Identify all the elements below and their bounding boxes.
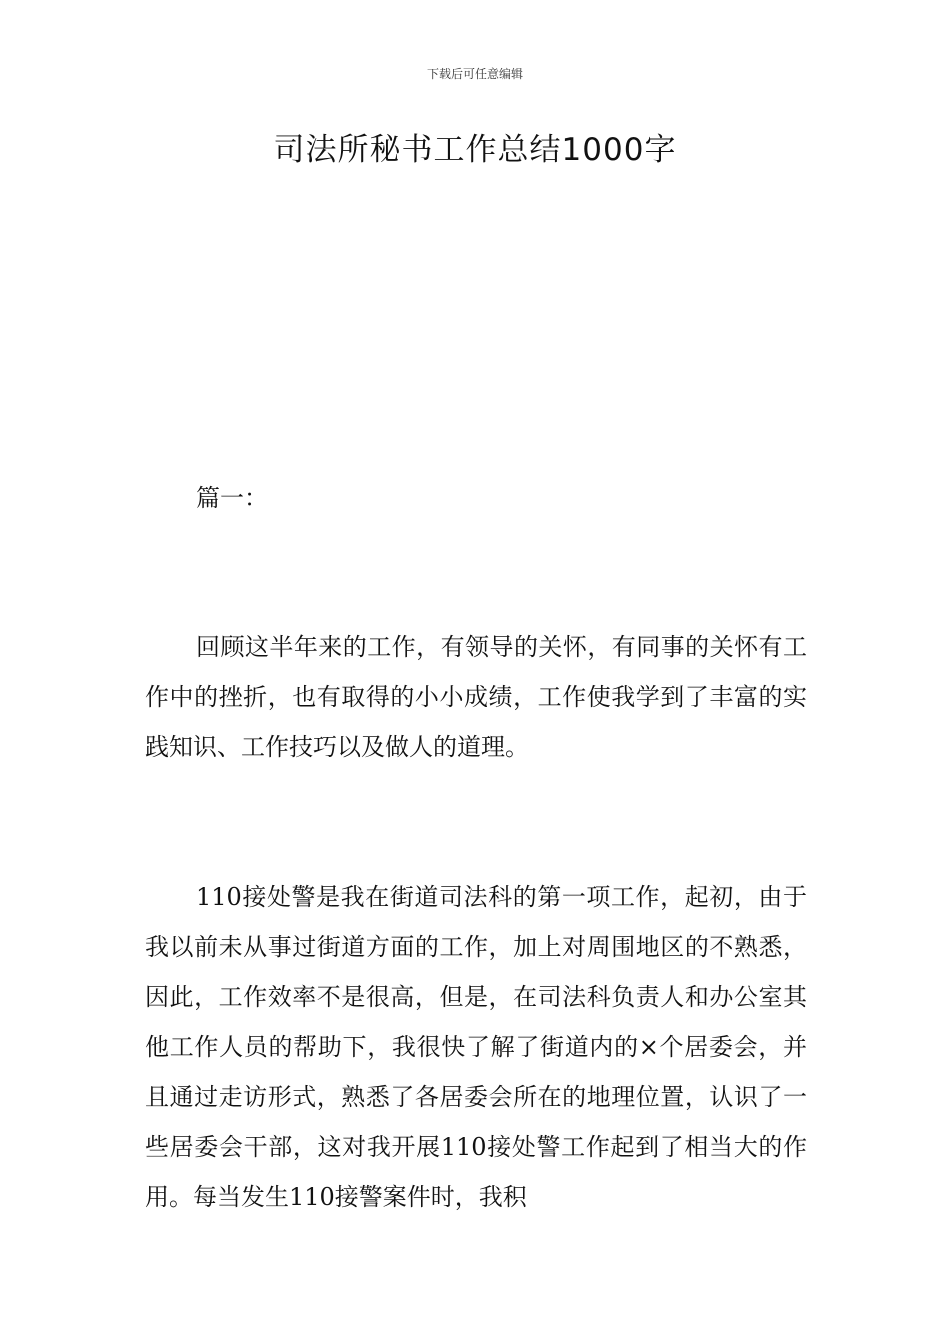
section-heading: 篇一： (196, 484, 268, 512)
document-title: 司法所秘书工作总结1000字 (273, 132, 677, 168)
paragraph-2: 110接处警是我在街道司法科的第一项工作，起初，由于我以前未从事过街道方面的工作，加上对周围地区的不熟悉，因此，工作效率不是很高，但是，在司法科负责人和办公室其他工作人员的帮助下，我很快了解了街道内的×个居委会，并且通过走访形式，熟悉了各居委会所在的地理位置，认识了一些居委会干部，这对我开展110接处警工作起到了相当大的作用。每当发生110接警案件时，我积 (145, 883, 807, 1211)
page-header-note: 下载后可任意编辑 (426, 67, 523, 81)
paragraph-1: 回顾这半年来的工作，有领导的关怀，有同事的关怀有工作中的挫折，也有取得的小小成绩，工作使我学到了丰富的实践知识、工作技巧以及做人的道理。 (145, 633, 807, 761)
